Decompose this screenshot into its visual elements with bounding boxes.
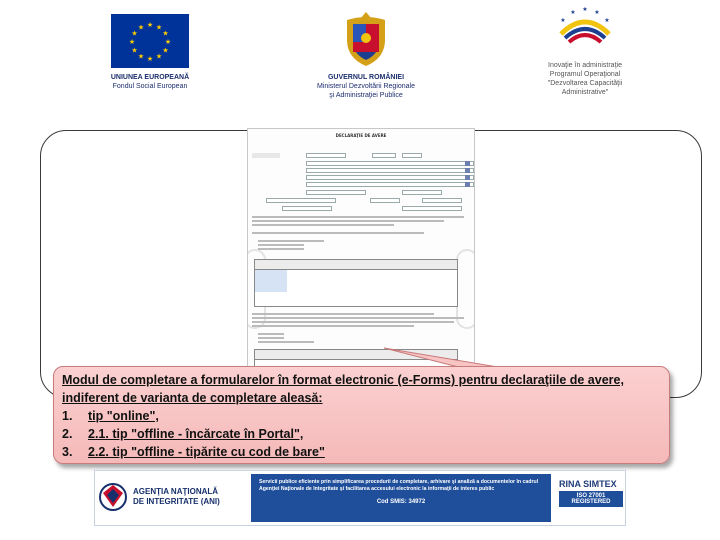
svg-text:★: ★ — [131, 46, 138, 55]
svg-text:★: ★ — [582, 6, 588, 13]
form-row-institution — [252, 168, 470, 174]
project-description-box — [251, 474, 551, 522]
form-dropdown-institution[interactable] — [465, 168, 470, 173]
callout-item-number: 2. — [62, 427, 73, 441]
svg-text:★: ★ — [164, 38, 172, 46]
form-input-initial[interactable] — [372, 153, 396, 158]
form-dropdown-address[interactable] — [465, 175, 470, 180]
svg-text:★: ★ — [146, 55, 154, 63]
program-emblem-icon — [553, 4, 617, 56]
coat-of-arms-icon — [341, 10, 391, 68]
svg-text:★: ★ — [560, 17, 566, 24]
rina-logo — [559, 479, 623, 519]
ani-name-line-1: AGENŢIA NAŢIONALĂ — [133, 487, 219, 496]
ani-emblem-icon — [99, 477, 127, 517]
project-description: Servicii publice eficiente prin simplificarea procedurii de completare, arhivare şi analiză a documentelor în cadrul Agenţiei Naţionale de Integritate şi facilitarea accesului electronic la informaţii de interes public — [259, 479, 539, 492]
declaration-form-screenshot — [247, 128, 475, 373]
callout-item-number: 1. — [62, 409, 73, 423]
svg-text:★: ★ — [137, 23, 145, 32]
form-input-sector[interactable] — [402, 190, 442, 195]
callout-item-number: 3. — [62, 445, 73, 459]
smis-code: Cod SMIS: 34972 — [376, 499, 426, 505]
program-caption-3: "Dezvoltarea Capacităţii — [547, 80, 623, 87]
form-title: DECLARAŢIE DE AVERE — [335, 133, 387, 138]
program-caption-4: Administrative" — [561, 89, 609, 96]
footer-banner — [94, 470, 626, 526]
gov-caption-1: GUVERNUL ROMÂNIEI — [327, 74, 405, 81]
gov-caption-3: şi Administraţiei Publice — [329, 92, 403, 99]
program-caption-1: Inovaţie în administraţie — [548, 62, 622, 69]
callout-list-item — [62, 443, 661, 461]
form-input-street[interactable] — [370, 198, 400, 203]
svg-text:★: ★ — [162, 46, 169, 55]
callout-list-item — [62, 407, 661, 425]
callout-box — [53, 366, 670, 464]
ani-logo — [99, 475, 227, 521]
form-input-name[interactable] — [402, 153, 422, 158]
svg-text:★: ★ — [594, 9, 600, 16]
form-input-apartment[interactable] — [402, 206, 462, 211]
form-row-building — [252, 206, 470, 212]
callout-item-text: tip "online", — [88, 409, 159, 423]
program-caption-2: Programul Operaţional — [549, 71, 621, 78]
form-row-county — [252, 182, 470, 188]
svg-text:★: ★ — [155, 23, 163, 32]
callout-heading-line-1: Modul de completare a formularelor în format electronic (e-Forms) pentru declaraţiile de avere, — [62, 373, 624, 387]
form-input-building[interactable] — [282, 206, 332, 211]
svg-text:★: ★ — [131, 29, 138, 38]
form-row-locality — [252, 190, 470, 196]
rina-name: RINA SIMTEX — [559, 479, 617, 489]
government-logo — [296, 10, 436, 100]
form-row-name — [252, 153, 470, 159]
svg-text:★: ★ — [146, 21, 154, 29]
form-row-function — [252, 161, 470, 167]
program-logo — [520, 4, 650, 97]
form-dropdown-function[interactable] — [465, 161, 470, 166]
callout-item-text: 2.2. tip "offline - tipărite cu cod de bare" — [88, 445, 325, 459]
callout-heading-line-2: indiferent de varianta de completare aleasă: — [62, 391, 323, 405]
svg-text:★: ★ — [137, 52, 145, 61]
svg-text:★: ★ — [128, 38, 136, 46]
ani-name-line-2: DE INTEGRITATE (ANI) — [133, 497, 220, 506]
form-row-address — [252, 175, 470, 181]
eu-caption-2: Fondul Social European — [112, 83, 188, 90]
form-input-locality[interactable] — [306, 190, 366, 195]
form-row-cnp — [252, 198, 470, 204]
form-input-address[interactable] — [306, 175, 474, 180]
eu-caption-1: UNIUNEA EUROPEANĂ — [110, 74, 190, 81]
callout-list — [62, 407, 661, 461]
form-input-surname[interactable] — [306, 153, 346, 158]
rina-iso-badge: ISO 27001 REGISTERED — [559, 491, 623, 507]
svg-text:★: ★ — [155, 52, 163, 61]
svg-text:★: ★ — [162, 29, 169, 38]
form-input-function[interactable] — [306, 161, 474, 166]
eu-flag-icon — [111, 14, 189, 68]
form-input-institution[interactable] — [306, 168, 474, 173]
form-dropdown-county[interactable] — [465, 182, 470, 187]
svg-text:★: ★ — [570, 9, 576, 16]
svg-text:★: ★ — [604, 17, 610, 24]
callout-item-text: 2.1. tip "offline - încărcate în Portal", — [88, 427, 304, 441]
form-input-county[interactable] — [306, 182, 474, 187]
form-input-cnp[interactable] — [266, 198, 336, 203]
gov-caption-2: Ministerul Dezvoltării Regionale — [316, 83, 416, 90]
callout-list-item — [62, 425, 661, 443]
form-table-buildings — [254, 259, 458, 307]
eu-logo — [100, 14, 200, 91]
form-table-cell-address[interactable] — [255, 270, 287, 292]
form-input-number[interactable] — [422, 198, 462, 203]
